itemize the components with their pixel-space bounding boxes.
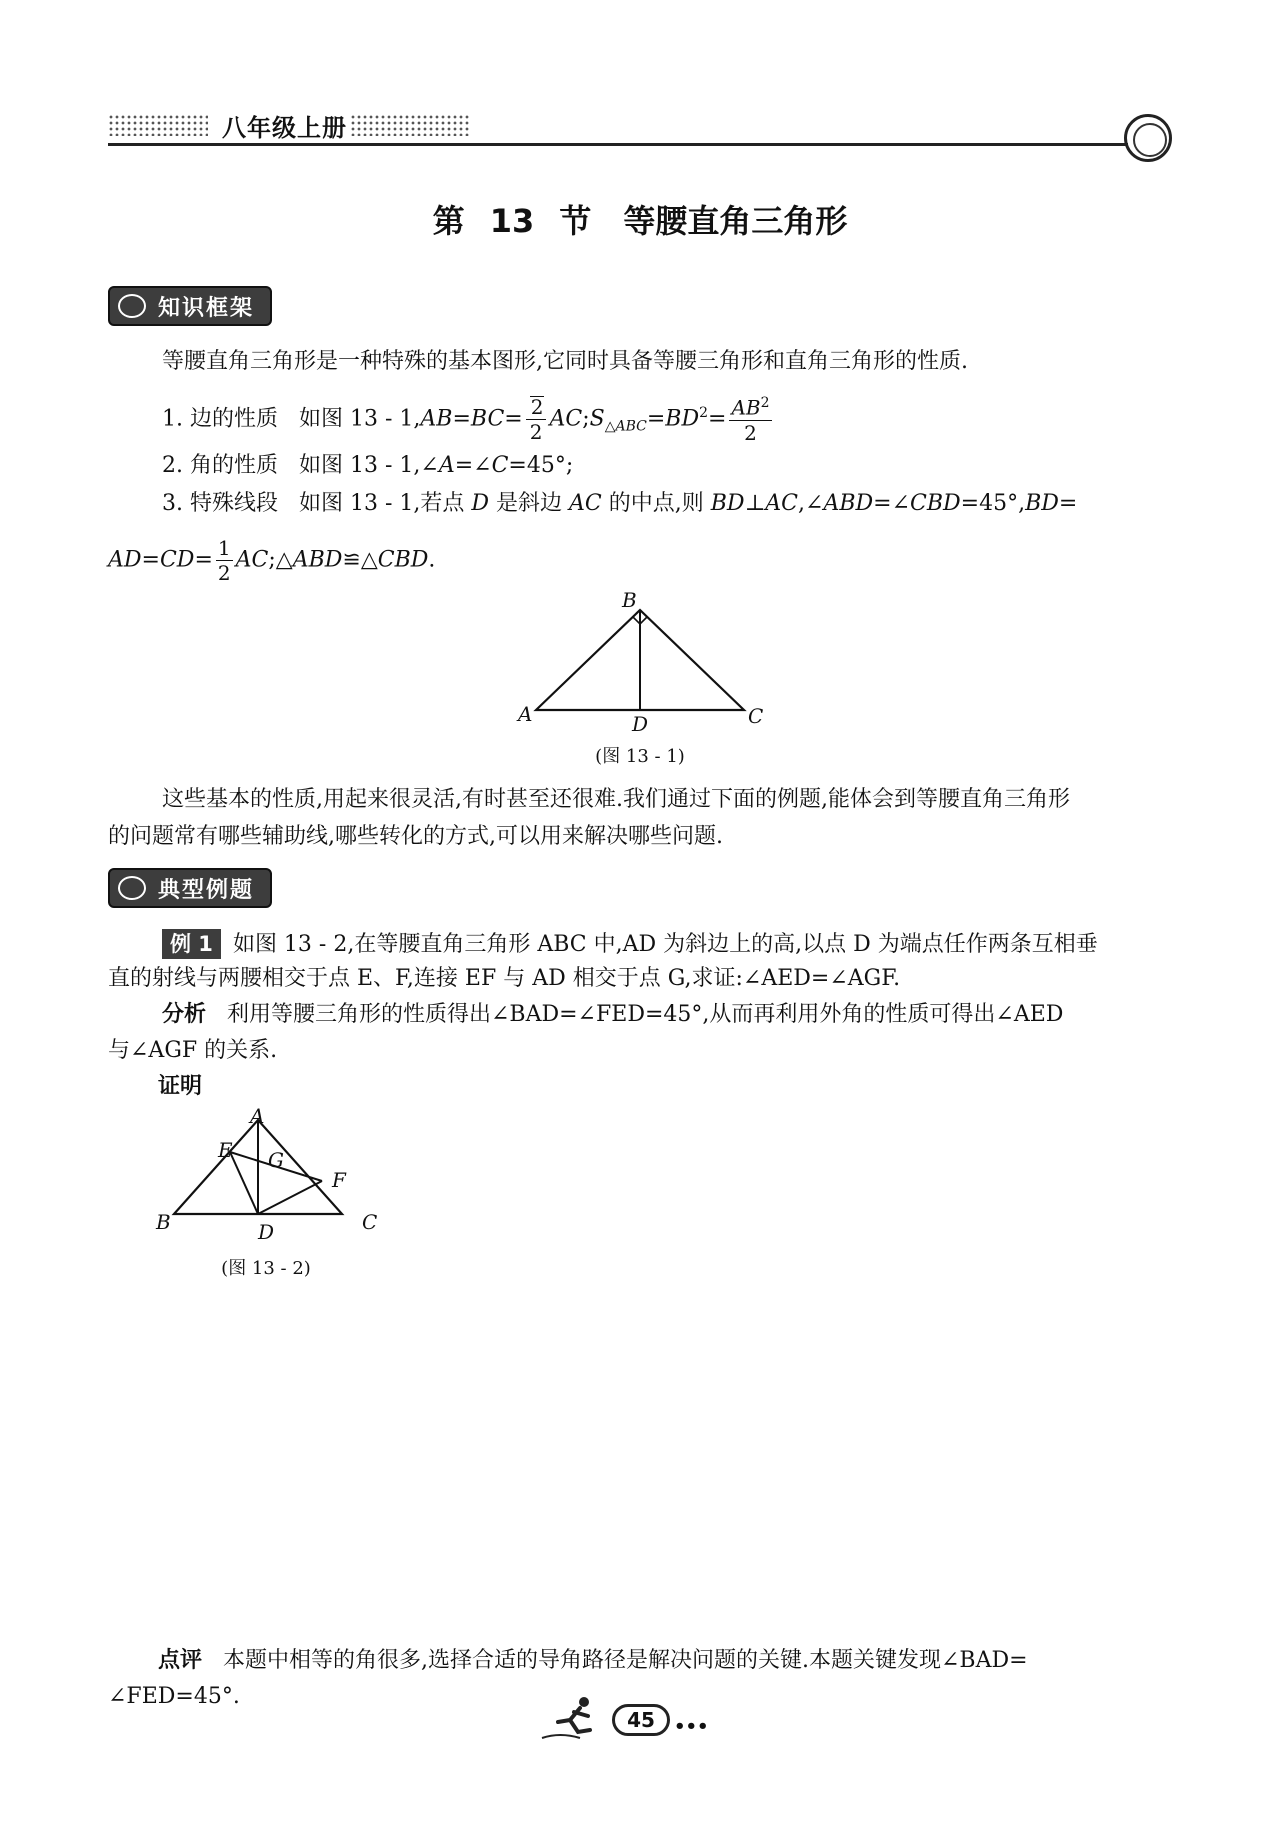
examples-badge — [108, 868, 272, 908]
fig2-label-g: G — [268, 1148, 284, 1172]
example-icon — [118, 876, 146, 900]
example-1-question-line-2: 直的射线与两腰相交于点 E、F,连接 EF 与 AD 相交于点 G,求证:∠AED=∠AGF. — [108, 966, 901, 991]
example-1-tag: 例 1 — [162, 929, 221, 959]
closing-line-2: 的问题常有哪些辅助线,哪些转化的方式,可以用来解决哪些问题. — [108, 824, 723, 849]
framework-badge — [108, 286, 272, 326]
fig1-label-a: A — [518, 702, 533, 726]
section-title: 第 13 节 等腰直角三角形 — [432, 202, 848, 240]
fig2-label-b: B — [156, 1210, 171, 1234]
analysis-line-1: 分析 利用等腰三角形的性质得出∠BAD=∠FED=45°,从而再利用外角的性质可得出∠AED — [162, 1002, 1064, 1027]
fig2-label-a: A — [250, 1104, 265, 1128]
examples-badge-label: 典型例题 — [158, 877, 255, 903]
fig2-label-d: D — [258, 1220, 275, 1244]
property-angle: 2. 角的性质 如图 13 - 1,∠A=∠C=45°; — [162, 453, 574, 478]
analysis-line-2: 与∠AGF 的关系. — [108, 1038, 278, 1063]
page-number: 45 — [612, 1704, 670, 1736]
closing-line-1: 这些基本的性质,用起来很灵活,有时甚至还很难.我们通过下面的例题,能体会到等腰直角三角形 — [162, 787, 1070, 812]
page-number-dots: ••• — [674, 1716, 709, 1737]
segment-de — [230, 1152, 258, 1214]
header-dot-pattern-right — [350, 114, 470, 136]
framework-intro: 等腰直角三角形是一种特殊的基本图形,它同时具备等腰三角形和直角三角形的性质. — [162, 349, 968, 374]
runner-icon — [540, 1692, 606, 1742]
book-icon — [118, 294, 146, 318]
analysis-label: 分析 — [162, 1002, 207, 1027]
header-dot-pattern-left — [108, 114, 208, 136]
fig1-label-d: D — [632, 712, 649, 736]
property-segment-cont: AD=CD= $\frac{1}{2}$ AC;△ABD≌△CBD. — [108, 536, 436, 585]
header-rule — [108, 143, 1128, 146]
fig2-label-c: C — [362, 1210, 378, 1234]
comment-line-2: ∠FED=45°. — [108, 1684, 240, 1709]
property-segment: 3. 特殊线段 如图 13 - 1,若点 D 是斜边 AC 的中点,则 BD⊥AC,∠ABD=∠CBD=45°,BD= — [162, 491, 1078, 516]
header-book-title: 八年级上册 — [222, 114, 347, 142]
fig1-label-c: C — [748, 704, 764, 728]
framework-badge-label: 知识框架 — [158, 295, 255, 321]
fig1-caption: (图 13 - 1) — [595, 746, 685, 767]
property-edge: 1. 边的性质 如图 13 - 1,AB=BC= $\frac{2}{2}$ $AC;S_{\triangle ABC}=BD^2=$ $\frac{AB^2}{2}$ — [162, 395, 770, 445]
example-1-question-line-1: 例 1 如图 13 - 2,在等腰直角三角形 ABC 中,AD 为斜边上的高,以点 D 为端点任作两条互相垂 — [162, 929, 1098, 960]
fig2-caption: (图 13 - 2) — [221, 1258, 311, 1279]
comment-label: 点评 — [158, 1648, 203, 1673]
fig2-label-f: F — [332, 1168, 346, 1192]
fig1-label-b: B — [622, 588, 637, 612]
segment-df — [258, 1181, 322, 1214]
book-emblem-icon — [1124, 114, 1172, 162]
fig2-label-e: E — [218, 1138, 233, 1162]
comment-line-1: 点评 本题中相等的角很多,选择合适的导角路径是解决问题的关键.本题关键发现∠BAD= — [158, 1648, 1028, 1673]
proof-label: 证明 — [158, 1074, 203, 1099]
